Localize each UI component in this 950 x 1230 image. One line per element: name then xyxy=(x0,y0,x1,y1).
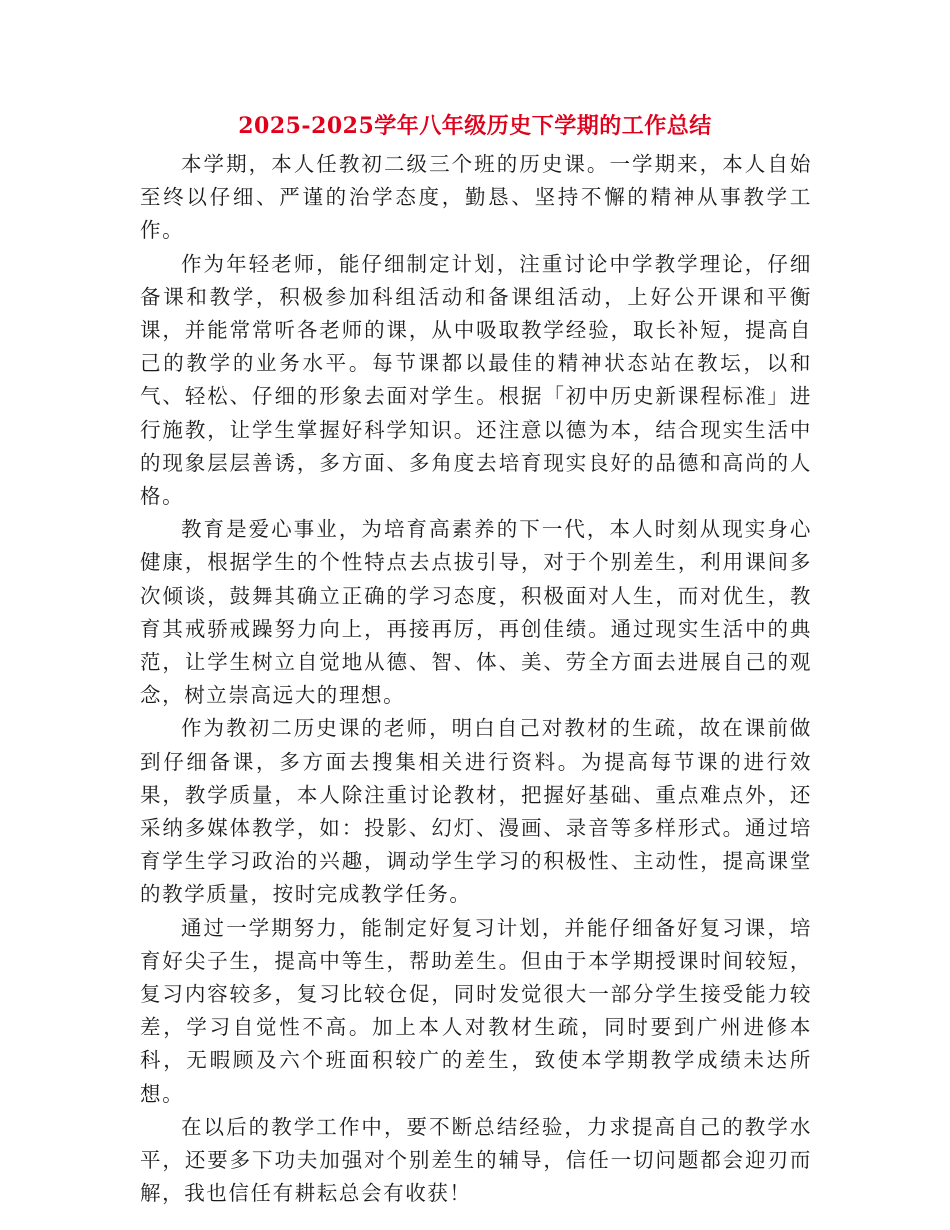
paragraph-3: 教育是爱心事业，为培育高素养的下一代，本人时刻从现实身心健康，根据学生的个性特点去点拔引导，对于个别差生，利用课间多次倾谈，鼓舞其确立正确的学习态度，积极面对人生，而对优生，教育其戒骄戒躁努力向上，再接再厉，再创佳绩。通过现实生活中的典范，让学生树立自觉地从德、智、体、美、劳全方面去进展自己的观念，树立崇高远大的理想。 xyxy=(140,517,812,708)
paragraph-6: 在以后的教学工作中，要不断总结经验，力求提高自己的教学水平，还要多下功夫加强对个别差生的辅导，信任一切问题都会迎刃而解，我也信任有耕耘总会有收获！ xyxy=(140,1114,812,1206)
document-body xyxy=(140,148,812,1211)
paragraph-1: 本学期，本人任教初二级三个班的历史课。一学期来，本人自始至终以仔细、严谨的治学态度，勤恳、坚持不懈的精神从事教学工作。 xyxy=(140,152,812,243)
paragraph-5: 通过一学期努力，能制定好复习计划，并能仔细备好复习课，培育好尖子生，提高中等生，帮助差生。但由于本学期授课时间较短，复习内容较多，复习比较仓促，同时发觉很大一部分学生接受能力较差，学习自觉性不高。加上本人对教材生疏，同时要到广州进修本科，无暇顾及六个班面积较广的差生，致使本学期教学成绩未达所想。 xyxy=(140,915,812,1106)
paragraph-2: 作为年轻老师，能仔细制定计划，注重讨论中学教学理论，仔细备课和教学，积极参加科组活动和备课组活动，上好公开课和平衡课，并能常常听各老师的课，从中吸取教学经验，取长补短，提高自己的教学的业务水平。每节课都以最佳的精神状态站在教坛，以和气、轻松、仔细的形象去面对学生。根据「初中历史新课程标准」进行施教，让学生掌握好科学知识。还注意以德为本，结合现实生活中的现象层层善诱，多方面、多角度去培育现实良好的品德和高尚的人格。 xyxy=(140,251,812,509)
paragraph-4: 作为教初二历史课的老师，明白自己对教材的生疏，故在课前做到仔细备课，多方面去搜集相关进行资料。为提高每节课的进行效果，教学质量，本人除注重讨论教材，把握好基础、重点难点外，还采纳多媒体教学，如：投影、幻灯、漫画、录音等多样形式。通过培育学生学习政治的兴趣，调动学生学习的积极性、主动性，提高课堂的教学质量，按时完成教学任务。 xyxy=(140,716,812,907)
document-title: 2025-2025学年八年级历史下学期的工作总结 xyxy=(238,113,712,139)
